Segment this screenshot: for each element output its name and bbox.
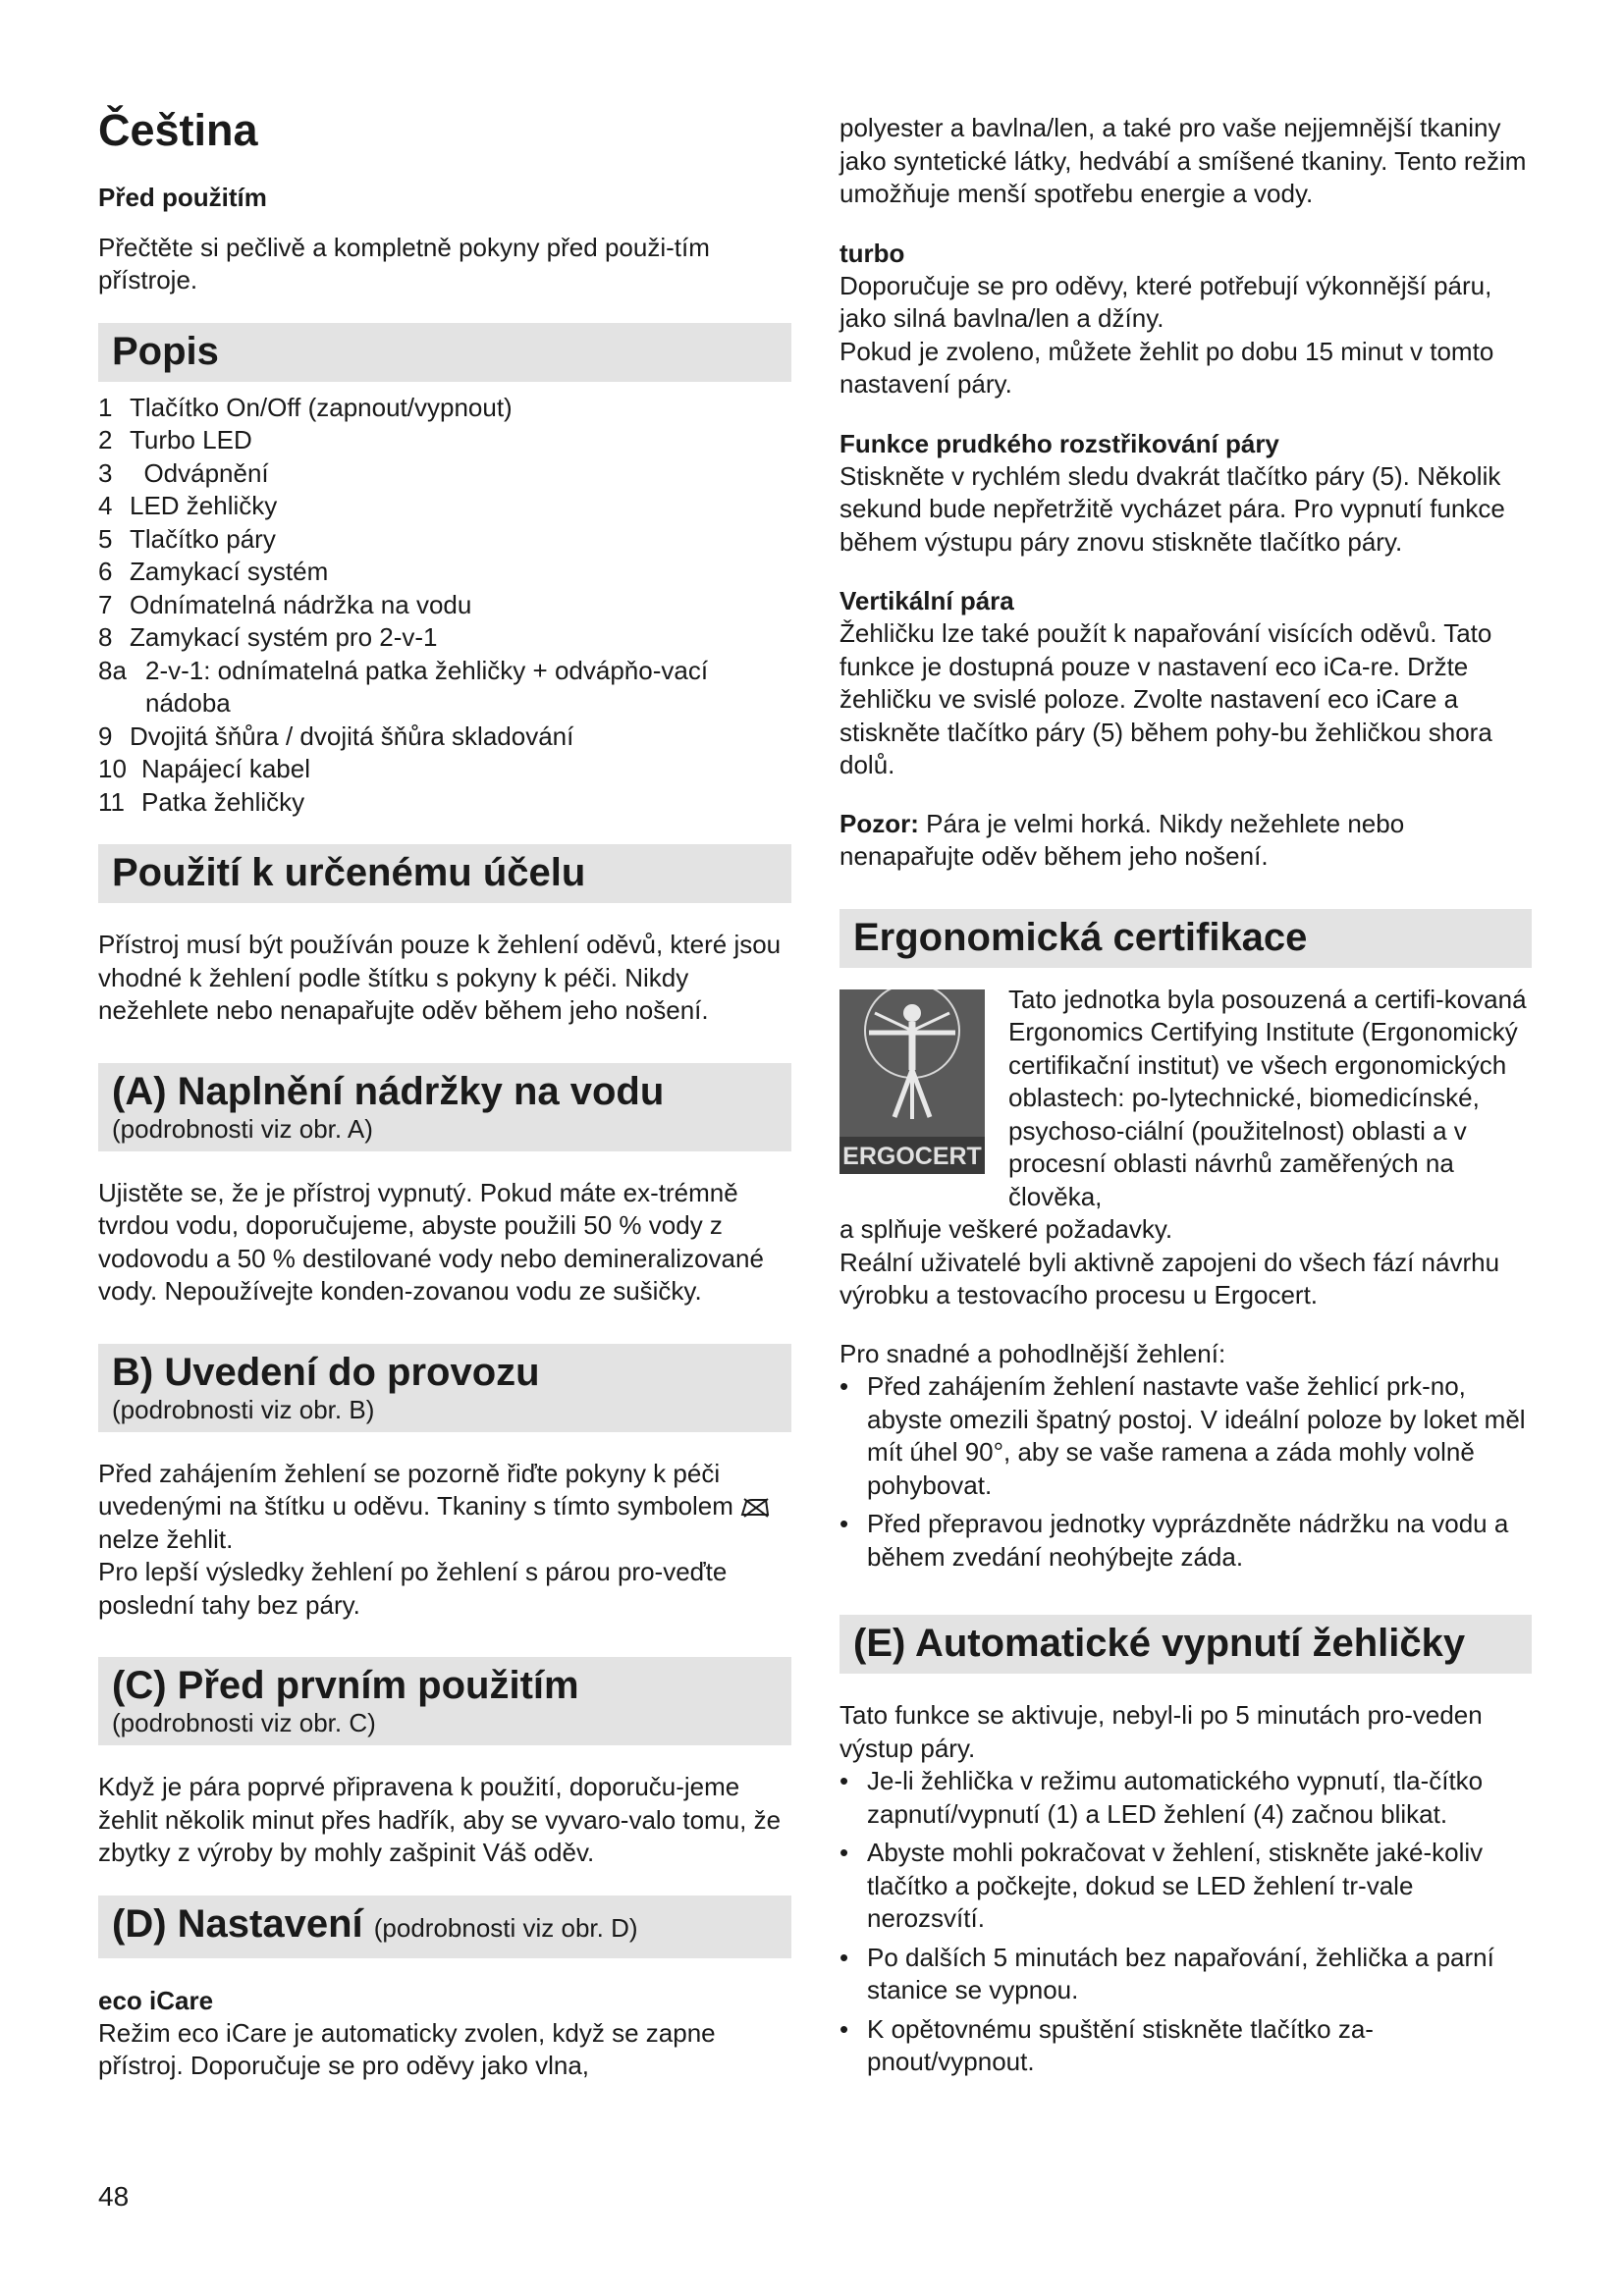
left-column	[98, 106, 791, 2083]
section-b-text-2: Pro lepší výsledky žehlení po žehlení s párou pro-veďte poslední tahy bez páry.	[98, 1557, 728, 1620]
auto-off-text: Tato funkce se aktivuje, nebyl-li po 5 minutách pro-veden výstup páry.	[839, 1700, 1483, 1763]
list-item: • Před zahájením žehlení nastavte vaše žehlicí prk-no, abyste omezili špatný postoj. V ideální poloze by loket měl mít úhel 90°, aby se vaše ramena a záda mohly volně pohybovat.	[839, 1371, 1526, 1500]
list-item: 9 Dvojitá šňůra / dvojitá šňůra skladování	[98, 721, 574, 751]
section-c-title: (C) Před prvním použitím	[112, 1664, 579, 1707]
list-item: • Po dalších 5 minutách bez napařování, žehlička a parní stanice se vypnou.	[839, 1942, 1494, 2004]
list-item: 3 Odvápnění	[98, 457, 269, 488]
list-item: • Je-li žehlička v režimu automatického vypnutí, tla-čítko zapnutí/vypnutí (1) a LED žehlení (4) začnou blikat.	[839, 1766, 1484, 1829]
ergo-text-2: Reální uživatelé byli aktivně zapojeni do všech fází návrhu výrobku a testovacího procesu u Ergocert.	[839, 1247, 1500, 1309]
list-item: 8 Zamykací systém pro 2-v-1	[98, 622, 438, 652]
ergocert-logo-text: ERGOCERT	[842, 1142, 982, 1170]
section-popis-title: Popis	[112, 329, 219, 373]
right-column	[839, 112, 1532, 2085]
before-use-text: Přečtěte si pečlivě a kompletně pokyny před použi-tím přístroje.	[98, 232, 710, 294]
ergo-bullets	[839, 1370, 1532, 1574]
section-a-note: (podrobnosti viz obr. A)	[112, 1113, 373, 1144]
section-ergo-header	[839, 909, 1532, 968]
list-item: 6 Zamykací systém	[98, 557, 329, 586]
section-ergo-title: Ergonomická certifikace	[853, 915, 1308, 959]
turbo-heading: turbo	[839, 238, 905, 268]
section-d-title: (D) Nastavení	[112, 1901, 363, 1946]
section-c-header	[98, 1657, 791, 1745]
no-iron-icon	[740, 1497, 770, 1519]
list-item: 4 LED žehličky	[98, 491, 278, 520]
section-d-header	[98, 1896, 791, 1958]
section-b-note: (podrobnosti viz obr. B)	[112, 1394, 375, 1424]
eco-text: Režim eco iCare je automaticky zvolen, když se zapne přístroj. Doporučuje se pro oděvy jako vlna,	[98, 2017, 716, 2080]
list-item: 1 Tlačítko On/Off (zapnout/vypnout)	[98, 392, 513, 422]
list-item: • Abyste mohli pokračovat v žehlení, stiskněte jaké-koliv tlačítko a počkejte, dokud se LED žehlení tr-vale nerozsvítí.	[839, 1838, 1484, 1933]
list-item: 2 Turbo LED	[98, 425, 252, 454]
section-intended-use-title: Použití k určenému účelu	[112, 851, 586, 894]
vertical-heading: Vertikální pára	[839, 586, 1014, 615]
section-popis-header	[98, 323, 791, 382]
intended-use-text: Přístroj musí být používán pouze k žehlení oděvů, které jsou vhodné k žehlení podle štítku s pokyny k péči. Nikdy nežehlete nebo nenapařujte oděv během jeho nošení.	[98, 930, 782, 1025]
ergo-block	[839, 984, 1532, 1214]
eco-heading: eco iCare	[98, 1985, 214, 2015]
list-item: 5 Tlačítko páry	[98, 523, 276, 554]
list-item: • Před přepravou jednotky vyprázdněte nádržku na vodu a během zvedání neohýbejte záda.	[839, 1509, 1509, 1572]
warning-text: Pozor: Pára je velmi horká. Nikdy nežehlete nebo nenapařujte oděv během jeho nošení.	[839, 808, 1405, 871]
vertical-text: Žehličku lze také použít k napařování visících oděvů. Tato funkce je dostupná pouze v nastavení eco iCa-re. Držte žehličku ve svislé poloze. Zvolte nastavení eco iCare a stiskněte tlačítko páry (5) během pohy-bu žehličkou shora dolů.	[839, 618, 1492, 779]
ergo-text-after: a splňuje veškeré požadavky.	[839, 1214, 1173, 1244]
section-a-header	[98, 1063, 791, 1151]
section-e-header	[839, 1615, 1532, 1674]
section-a-title: (A) Naplnění nádržky na vodu	[112, 1069, 665, 1113]
section-d-note: (podrobnosti viz obr. D)	[373, 1912, 638, 1943]
section-c-note: (podrobnosti viz obr. C)	[112, 1708, 376, 1737]
list-item: 8a 2-v-1: odnímatelná patka žehličky + odvápňo-vací nádoba	[98, 655, 709, 718]
section-b-header	[98, 1344, 791, 1432]
section-c-text: Když je pára poprvé připravena k použití, doporuču-jeme žehlit několik minut přes hadřík, aby se vyvaro-valo tomu, že zbytky z výroby by mohly zašpinit Váš oděv.	[98, 1772, 782, 1867]
section-intended-use-header	[98, 844, 791, 903]
warning-label: Pozor:	[839, 808, 919, 838]
burst-heading: Funkce prudkého rozstřikování páry	[839, 428, 1279, 458]
page-title: Čeština	[98, 105, 258, 155]
ergo-intro: Pro snadné a pohodlnější žehlení:	[839, 1338, 1226, 1368]
list-item: • K opětovnému spuštění stiskněte tlačítko za-pnout/vypnout.	[839, 2013, 1374, 2076]
list-item: 7 Odnímatelná nádržka na vodu	[98, 589, 472, 619]
section-b-title: B) Uvedení do provozu	[112, 1350, 540, 1394]
turbo-text-1: Doporučuje se pro oděvy, které potřebují výkonnější páru, jako silná bavlna/len a džíny.	[839, 270, 1492, 333]
eco-text-continued: polyester a bavlna/len, a také pro vaše nejjemnější tkaniny jako syntetické látky, hedvábí a smíšené tkaniny. Tento režim umožňuje menší spotřebu energie a vody.	[839, 113, 1527, 208]
before-use-heading: Před použitím	[98, 182, 267, 212]
ergocert-figure-icon	[839, 989, 985, 1174]
ergo-text-wrap: Tato jednotka byla posouzená a certifi-kovaná Ergonomics Certifying Institute (Ergonomický certifikační institut) ve všech ergonomických oblastech: po-lytechnické, biomedicínské, psychoso-ciální (použitelnost) oblasti a v procesní oblasti návrhů zaměřených na člověka,	[1008, 984, 1527, 1211]
turbo-text-2: Pokud je zvoleno, můžete žehlit po dobu 15 minut v tomto nastavení páry.	[839, 336, 1494, 399]
auto-off-bullets	[839, 1765, 1532, 2079]
burst-text: Stiskněte v rychlém sledu dvakrát tlačítko páry (5). Několik sekund bude nepřetržitě vycházet pára. Pro vypnutí funkce během výstupu páry znovu stiskněte tlačítko páry.	[839, 460, 1505, 557]
section-a-text: Ujistěte se, že je přístroj vypnutý. Pokud máte ex-trémně tvrdou vodu, doporučujeme, abyste použili 50 % vody z vodovodu a 50 % destilované vody nebo demineralizované vody. Nepoužívejte konden-zovanou vodu ze sušičky.	[98, 1177, 764, 1306]
section-e-title: (E) Automatické vypnutí žehličky	[853, 1622, 1466, 1665]
list-item: 11 Patka žehličky	[98, 786, 305, 817]
parts-list	[98, 392, 791, 820]
page-number: 48	[98, 2181, 130, 2212]
ergocert-logo	[839, 989, 985, 1174]
list-item: 10 Napájecí kabel	[98, 754, 310, 783]
section-b-text-1: Před zahájením žehlení se pozorně řiďte pokyny k péči uvedenými na štítku u oděvu. Tkaniny s tímto symbolem nelze žehlit.	[98, 1458, 791, 1557]
